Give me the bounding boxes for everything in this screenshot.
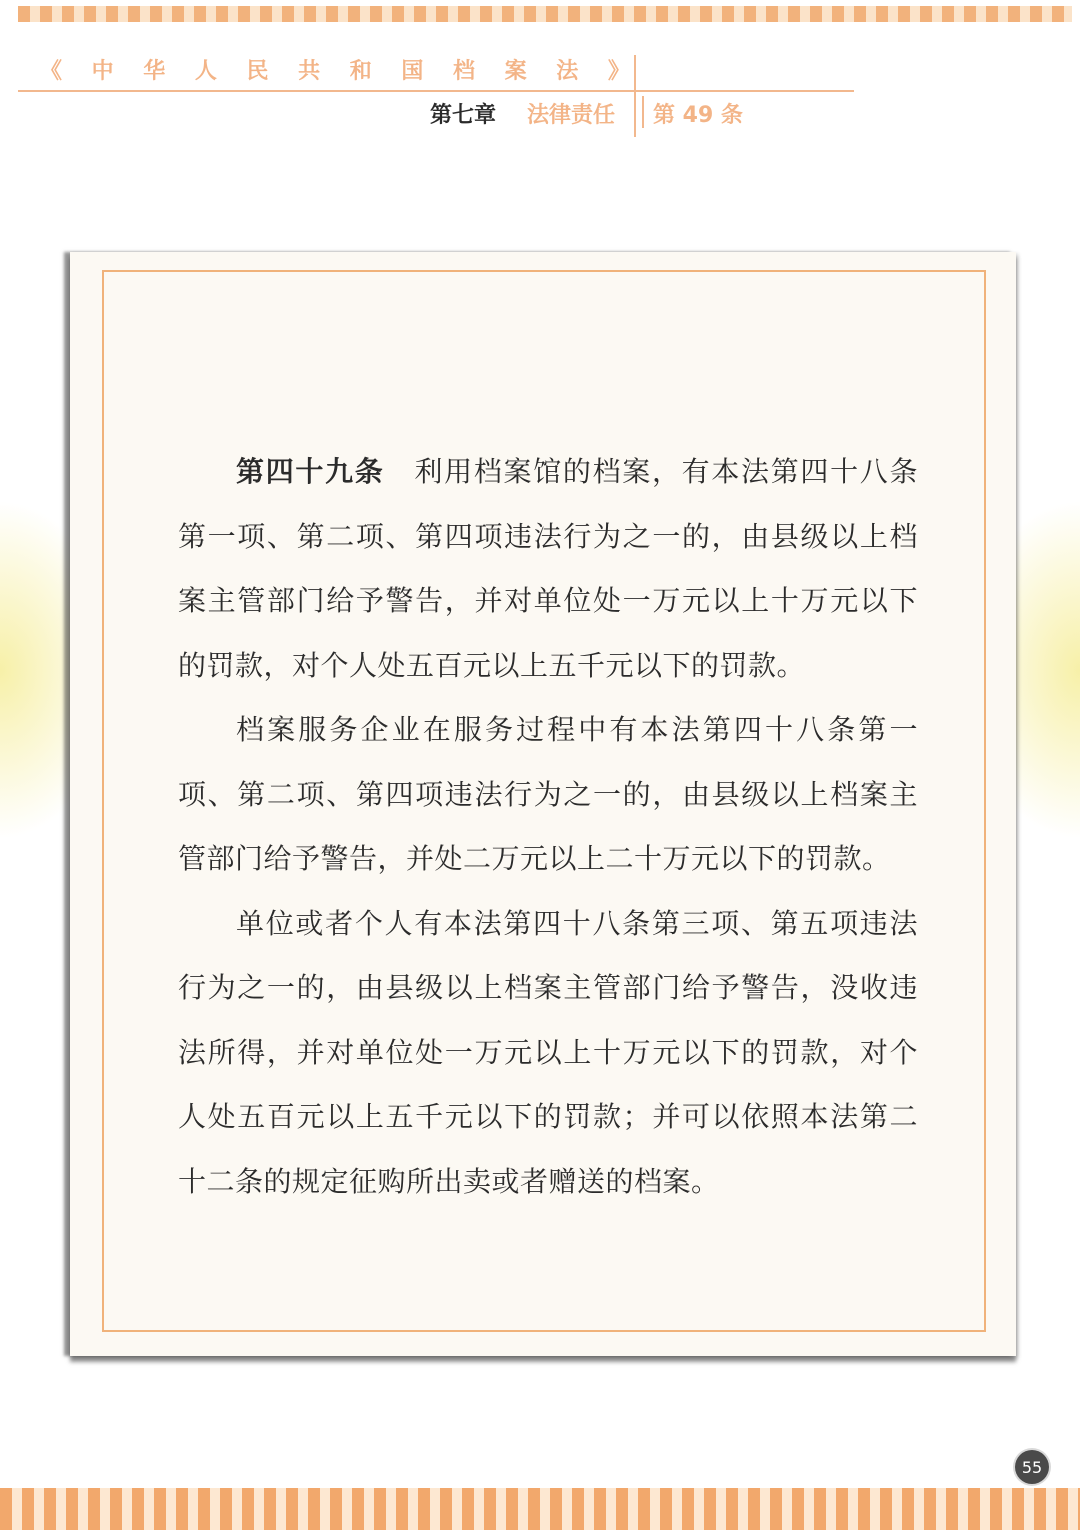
article-paragraph: 档案服务企业在服务过程中有本法第四十八条第一项、第二项、第四项违法行为之一的，由县级以上档案主管部门给予警告，并处二万元以上二十万元以下的罚款。 <box>178 713 918 875</box>
header-vertical-divider <box>634 55 636 137</box>
chapter-number: 第七章 <box>430 103 497 128</box>
book-title-char: 》 <box>607 58 630 84</box>
book-title-char: 档 <box>453 58 476 84</box>
header-vertical-divider <box>642 96 644 128</box>
book-title-char: 华 <box>143 58 166 84</box>
book-title-char: 中 <box>91 58 114 84</box>
article-tag: 第 49 条 <box>653 103 743 128</box>
article-paragraph: 单位或者个人有本法第四十八条第三项、第五项违法行为之一的，由县级以上档案主管部门给予警告，没收违法所得，并对单位处一万元以上十万元以下的罚款，对个人处五百元以上五千元以下的罚款；并可以依照本法第二十二条的规定征购所出卖或者赠送的档案。 <box>178 906 918 1198</box>
header-divider <box>18 90 854 92</box>
article-heading: 第四十九条 <box>236 455 385 488</box>
article-paragraph-text: 利用档案馆的档案，有本法第四十八条第一项、第二项、第四项违法行为之一的，由县级以上档案主管部门给予警告，并对单位处一万元以上十万元以下的罚款，对个人处五百元以上五千元以下的罚款。 <box>178 455 918 682</box>
article-body <box>178 440 918 1214</box>
book-title-char: 法 <box>556 58 579 84</box>
book-title-char: 和 <box>349 58 372 84</box>
book-title-char: 案 <box>504 58 527 84</box>
book-title-char: 共 <box>298 58 321 84</box>
book-title-char: 国 <box>401 58 424 84</box>
book-title <box>40 52 630 86</box>
book-title-char: 人 <box>194 58 217 84</box>
book-title-char: 《 <box>40 58 63 84</box>
page-number: 55 <box>1015 1450 1049 1484</box>
article-paragraph <box>178 440 918 698</box>
chapter-name: 法律责任 <box>527 103 616 128</box>
bottom-decorative-stripe <box>0 1488 1080 1530</box>
top-decorative-stripe <box>18 6 1072 22</box>
book-title-char: 民 <box>246 58 269 84</box>
